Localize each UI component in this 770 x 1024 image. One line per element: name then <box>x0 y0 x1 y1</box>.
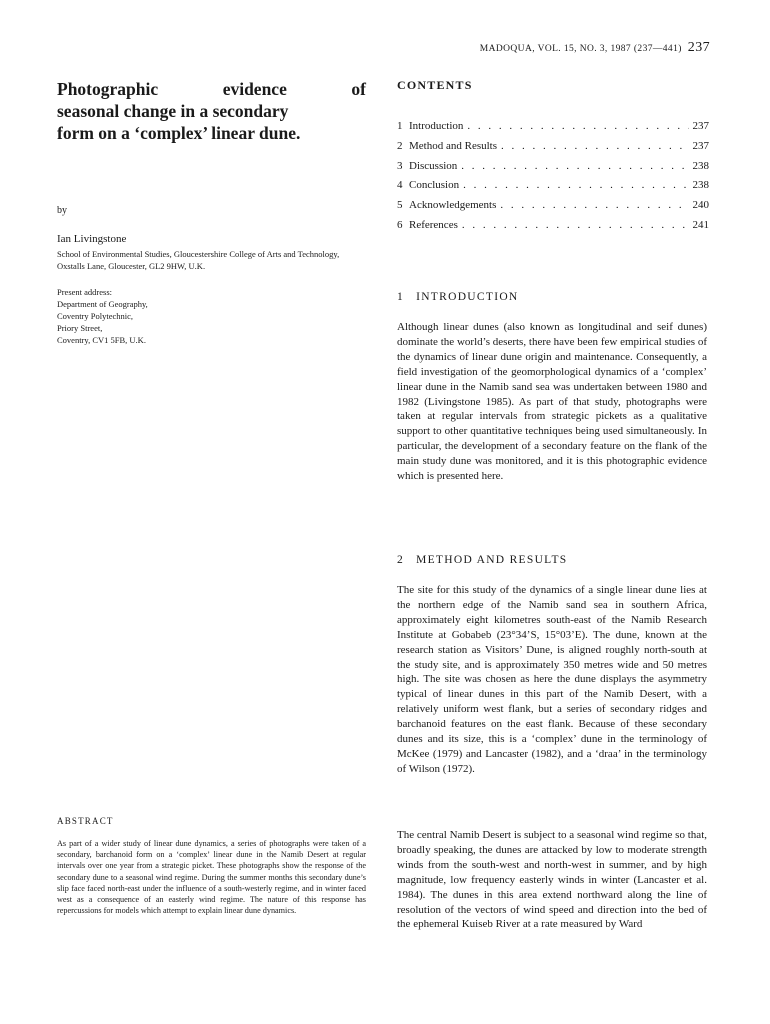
toc-item-acknowledgements[interactable]: 5 Acknowledgements . . . 240 <box>397 199 709 219</box>
leader-dots <box>463 179 688 191</box>
author-name: Ian Livingstone <box>57 233 127 245</box>
title-line-2: seasonal change in a secondary <box>57 101 289 121</box>
section-heading-introduction: 1 INTRODUCTION <box>397 291 519 303</box>
introduction-paragraph: Although linear dunes (also known as longitudinal and seif dunes) dominate the world’s deserts, there have been few empirical studies of the dynamics of linear dune origin and maintenance. Consequently, a field investigation of the geomorphological dynamics of a ‘complex’ linear dune in the Namib sand sea was undertaken between 1980 and 1982 (Livingstone 1985). As part of that study, photographs were taken at regular intervals from strategic pickets as a qualitative support to other quantitative techniques being used simultaneously. In particular, the development of a secondary feature on the flank of the main study dune was monitored, and it is this photographic evidence which is presented here. <box>397 321 707 483</box>
page-number: 237 <box>687 40 710 55</box>
abstract-heading: ABSTRACT <box>57 816 114 826</box>
section-heading-method-and-results: 2 METHOD AND RESULTS <box>397 554 568 566</box>
running-head <box>480 40 710 56</box>
abstract-text: As part of a wider study of linear dune dynamics, a series of photographs were taken of a secondary, barchanoid form on a ‘complex’ linear dune in the Namib Desert at regular intervals over one year from a strategic picket. These photographs show the response of the secondary dune to a seasonal wind regime. During the summer months this secondary dune’s slip face faced north-east under the influence of a south-westerly regime, and in winter faced west as a consequence of an easterly wind regime. The nature of this response has repercussions for models which attempt to explain linear dune dynamics. <box>57 839 366 916</box>
author-affiliation: School of Environmental Studies, Gloucestershire College of Arts and Technology, Oxstalls Lane, Gloucester, GL2 9HW, U.K. <box>57 249 340 271</box>
title-line-3: form on a ‘complex’ linear dune. <box>57 123 301 143</box>
toc-item-references[interactable]: 6 References . . . 241 <box>397 219 709 239</box>
leader-dots <box>461 160 688 172</box>
leader-dots <box>501 140 689 152</box>
left-column <box>57 78 366 916</box>
journal-citation: MADOQUA, VOL. 15, NO. 3, 1987 (237—441) <box>479 44 682 54</box>
present-address: Present address: Department of Geography, Coventry Polytechnic, Priory Street, Coventry, CV1 5FB, U.K. <box>57 287 148 345</box>
title-line-1: Photographic evidence of <box>57 79 366 99</box>
method-paragraph-2: The central Namib Desert is subject to a seasonal wind regime so that, broadly speaking, the dunes are attacked by low to moderate strength winds from the south-west and north-west in summer, and by high magnitude, low frequency easterly winds in winter (Lancaster et al. 1984). The dunes in this area extend northward along the line of resolution of the vectors of wind speed and direction into the bed of the ephemeral Kuiseb River at a rate measured by Ward <box>397 829 707 931</box>
toc-item-conclusion[interactable]: 4 Conclusion . . . 238 <box>397 179 709 199</box>
byline: by <box>57 205 67 216</box>
leader-dots <box>500 199 688 211</box>
paper-title <box>57 78 366 144</box>
contents-heading: CONTENTS <box>397 78 473 92</box>
toc-item-discussion[interactable]: 3 Discussion . . . 238 <box>397 160 709 180</box>
leader-dots <box>462 219 689 231</box>
toc-item-method-and-results[interactable]: 2 Method and Results . . . 237 <box>397 140 709 160</box>
leader-dots <box>467 120 688 132</box>
right-column <box>397 78 709 931</box>
table-of-contents <box>397 120 709 239</box>
method-paragraph-1: The site for this study of the dynamics of a single linear dune lies at the northern edge of the Namib sand sea in southern Africa, approximately eight kilometres south-east of the Namib Research Institute at Gobabeb (23°34’S, 15°03’E). The dune, known at the research station as Visitors’ Dune, is aligned roughly north-south at the study site, and is approximately 350 metres wide and 50 metres high. The site was chosen as here the dune displays the asymmetry typical of linear dunes in this part of the Namib Desert, with a relatively uniform west flank, but a series of secondary ridges and barchanoid features on the east flank. Because of these secondary dunes and its size, this is a ‘complex’ dune in the terminology of McKee (1979) and Lancaster (1982), and a ‘draa’ in the terminology of Wilson (1972). <box>397 584 707 775</box>
toc-item-introduction[interactable]: 1 Introduction . . . 237 <box>397 120 709 140</box>
